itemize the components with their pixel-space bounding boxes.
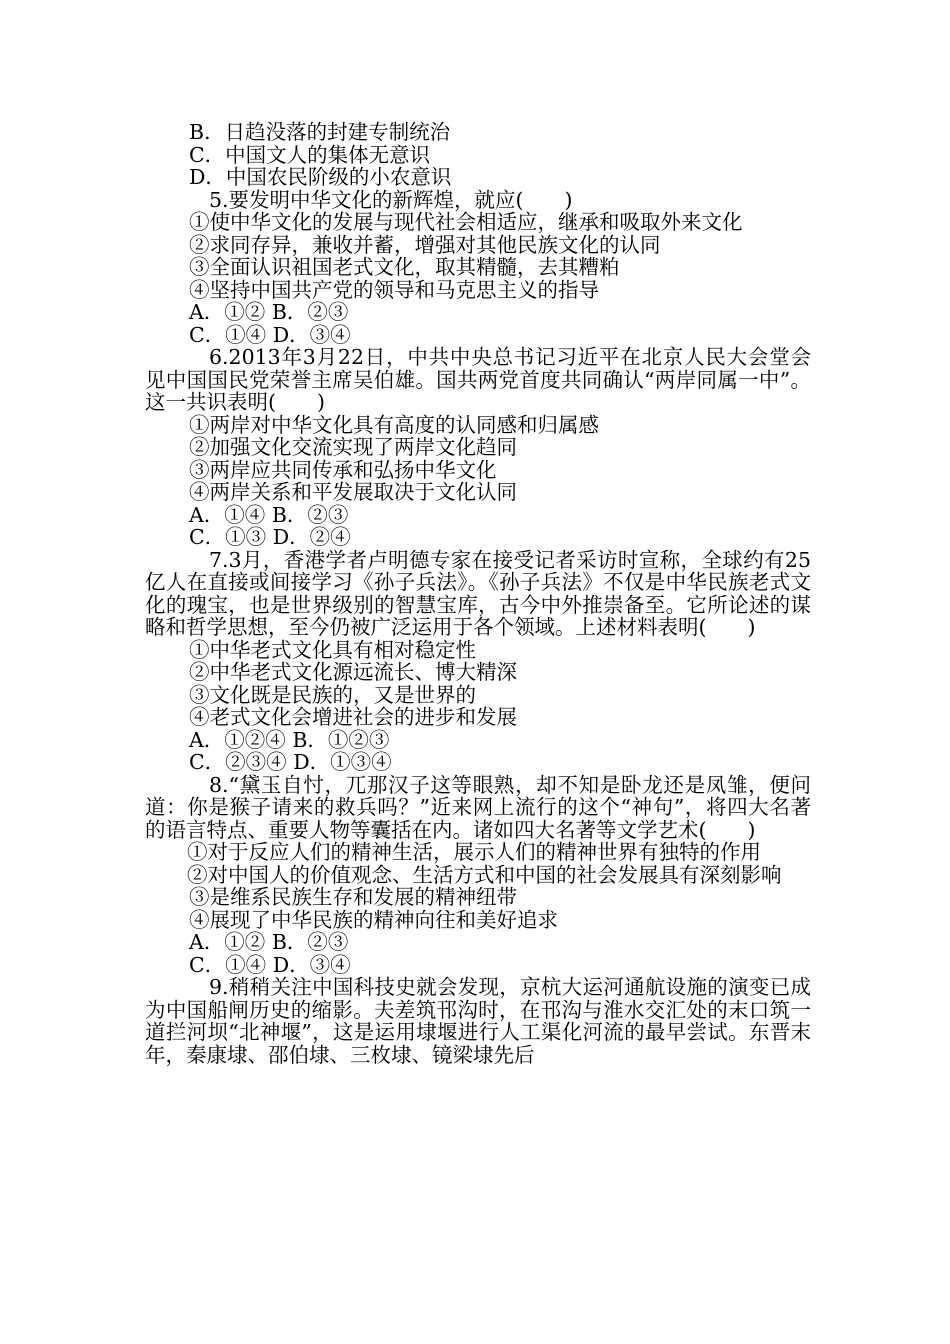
statement-line: ①使中华文化的发展与现代社会相适应，继承和吸取外来文化	[189, 210, 743, 234]
statement-paragraph: ②对中国人的价值观念、生活方式和中国的社会发展具有深刻影响	[187, 862, 782, 887]
answer-options: A．①②④ B．①②③	[189, 727, 390, 752]
statement-line: ④坚持中国共产党的领导和马克思主义的指导	[189, 277, 599, 302]
statement-line: ④老式文化会增进社会的进步和发展	[189, 705, 517, 729]
answer-options: C．①④ D．③④	[189, 952, 351, 977]
option-line: B．日趋没落的封建专制统治	[189, 120, 451, 144]
question-text-block	[145, 121, 811, 1066]
answer-options: C．①④ D．③④	[189, 322, 351, 347]
statement-line: ①两岸对中华文化具有高度的认同感和归属感	[189, 412, 599, 437]
answer-options: C．①③ D．②④	[189, 525, 351, 549]
statement-line: ④两岸关系和平发展取决于文化认同	[189, 480, 517, 504]
question-8-stem: 8.“黛玉自忖，兀那汉子这等眼熟，却不知是卧龙还是凤雏，便问道：你是猴子请来的救兵吗？”近来网上流行的这个“神句”，将四大名著的语言特点、重要人物等囊括在内。诸如四大名著等文学艺术( )	[145, 772, 811, 842]
question-9-stem: 9.稍稍关注中国科技史就会发现，京杭大运河通航设施的演变已成为中国船闸历史的缩影。夫差筑邗沟时，在邗沟与淮水交汇处的末口筑一道拦河坝“北神堰”，这是运用埭堰进行人工渠化河流的最早尝试。东晋末年，秦康埭、邵伯埭、三枚埭、镜梁埭先后	[145, 975, 811, 1067]
option-line: C．中国文人的集体无意识	[189, 142, 431, 167]
option-line: D．中国农民阶级的小农意识	[189, 165, 452, 189]
answer-options: C．②③④ D．①③④	[189, 750, 392, 774]
statement-line: ③文化既是民族的，又是世界的	[189, 682, 476, 707]
statement-line: ③是维系民族生存和发展的精神纽带	[189, 885, 517, 909]
statement-line: ①中华老式文化具有相对稳定性	[189, 637, 476, 662]
statement-line: ④展现了中华民族的精神向往和美好追求	[189, 907, 558, 932]
question-6-stem: 6.2013年3月22日，中共中央总书记习近平在北京人民大会堂会见中国国民党荣誉主席吴伯雄。国共两党首度共同确认“两岸同属一中”。这一共识表明( )	[145, 345, 811, 414]
statement-paragraph: ①对于反应人们的精神生活，展示人们的精神世界有独特的作用	[187, 840, 761, 864]
statement-line: ②求同存异，兼收并蓄，增强对其他民族文化的认同	[189, 232, 661, 257]
statement-line: ②加强文化交流实现了两岸文化趋同	[189, 435, 517, 459]
statement-line: ②中华老式文化源远流长、博大精深	[189, 660, 517, 684]
question-7-stem: 7.3月，香港学者卢明德专家在接受记者采访时宣称，全球约有25亿人在直接或间接学习《孙子兵法》。《孙子兵法》不仅是中华民族老式文化的瑰宝，也是世界级别的智慧宝库，古今中外推崇备至。它所论述的谋略和哲学思想，至今仍被广泛运用于各个领域。上述材料表明( )	[145, 547, 811, 639]
statement-line: ③全面认识祖国老式文化，取其精髓，去其糟粕	[189, 255, 620, 279]
question-5-stem: 5.要发明中华文化的新辉煌，就应( )	[209, 187, 573, 212]
answer-options: A．①② B．②③	[189, 300, 349, 324]
answer-options: A．①② B．②③	[189, 930, 349, 954]
answer-options: A．①④ B．②③	[189, 502, 349, 527]
statement-line: ③两岸应共同传承和弘扬中华文化	[189, 457, 497, 482]
